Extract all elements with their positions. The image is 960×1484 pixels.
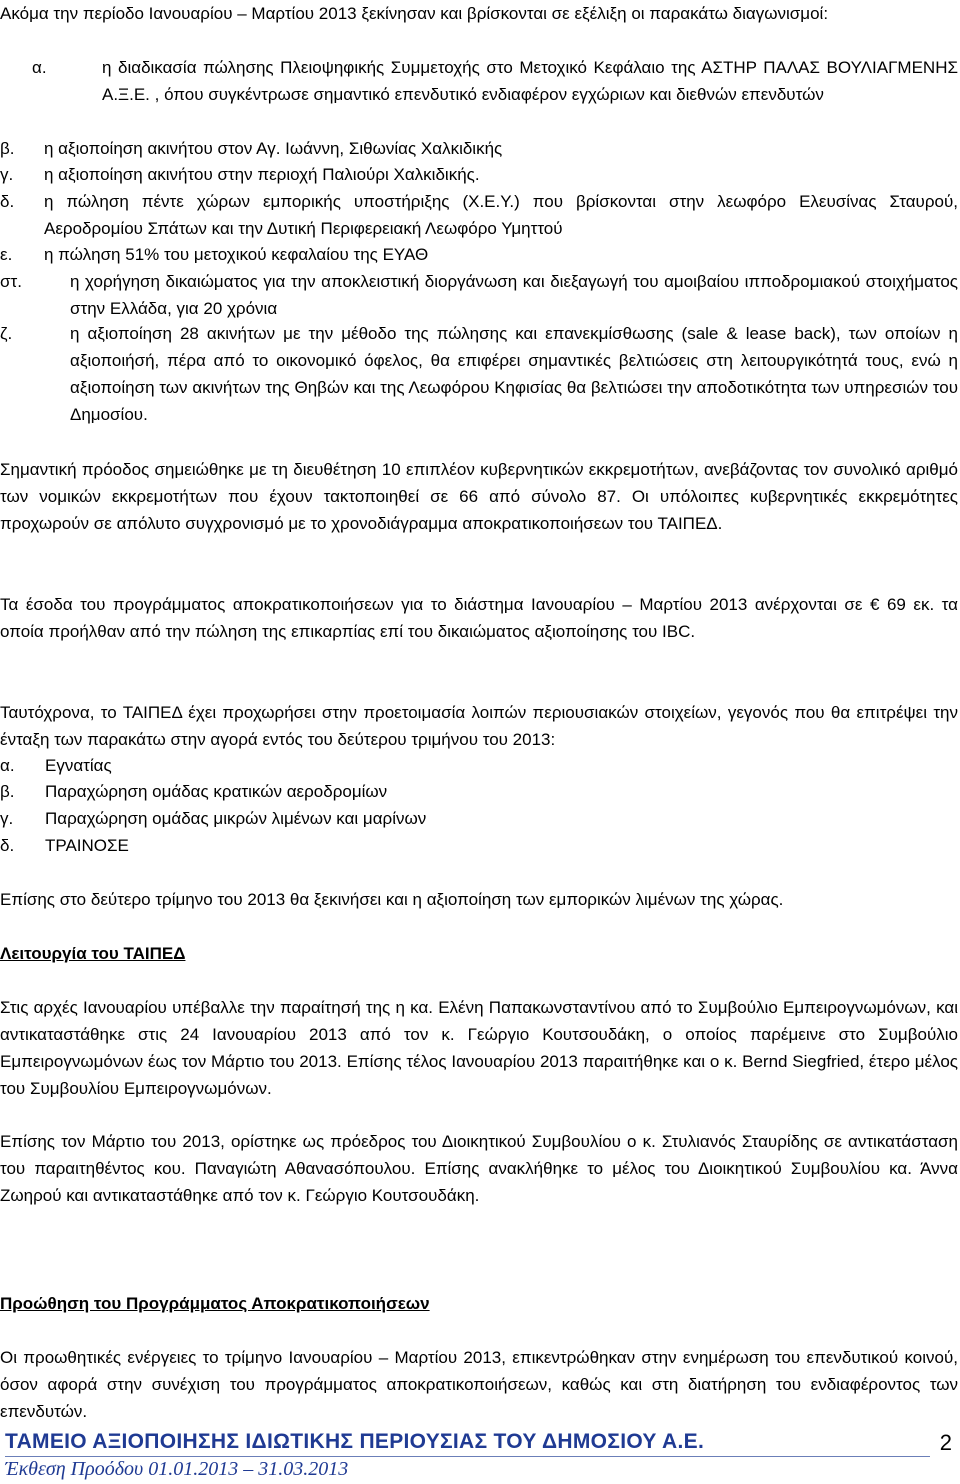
list-marker: α. <box>0 756 15 775</box>
paragraph-revenue: Τα έσοδα του προγράμματος αποκρατικοποιήσεων για το διάστημα Ιανουαρίου – Μαρτίου 2013 ανέρχονται σε € 69 εκ. τα οποία προήλθαν από την πώληση της επικαρπίας επί του δικαιώματος αξιοποίησης του IBC. <box>0 595 958 641</box>
list-text: η αξιοποίηση ακινήτου στον Αγ. Ιωάννη, Σιθωνίας Χαλκιδικής <box>44 139 503 158</box>
list-item <box>0 135 958 162</box>
list-marker: ζ. <box>0 324 13 343</box>
list-text: η αξιοποίηση ακινήτου στην περιοχή Παλιούρι Χαλκιδικής. <box>44 165 480 184</box>
list-marker: δ. <box>0 836 15 855</box>
footer-organization: ΤΑΜΕΙΟ ΑΞΙΟΠΟΙΗΣΗΣ ΙΔΙΩΤΙΚΗΣ ΠΕΡΙΟΥΣΙΑΣ ΤΟΥ ΔΗΜΟΣΙΟΥ Α.Ε. <box>5 1430 705 1453</box>
list-marker: ε. <box>0 245 13 264</box>
heading-operation: Λειτουργία του ΤΑΙΠΕΔ <box>0 944 186 963</box>
list-item <box>0 241 958 268</box>
list-marker: δ. <box>0 192 15 211</box>
paragraph-board-changes: Στις αρχές Ιανουαρίου υπέβαλλε την παραίτησή της η κα. Ελένη Παπακωνσταντίνου από το Συμβούλιο Εμπειρογνωμόνων, και αντικαταστάθηκε στις 24 Ιανουαρίου 2013 από τον κ. Γεώργιο Κουτσουδάκη, ο οποίος παρέμεινε στο Συμβούλιο Εμπειρογνωμόνων έως τον Μάρτιο του 2013. Επίσης τέλος Ιανουαρίου 2013 παραιτήθηκε και ο κ. Bernd Siegfried, έτερο μέλος του Συμβουλίου Εμπειρογνωμόνων. <box>0 998 958 1098</box>
list-text: η αξιοποίηση 28 ακινήτων με την μέθοδο της πώλησης και επανεκμίσθωσης (sale & lease back), των οποίων η αξιοποιήσή, πέρα από το οικονομικό όφελος, θα επιφέρει σημαντικές βελτιώσεις στη λειτουργικότητά τους, ενώ η αξιοποίηση των ακινήτων της Θηβών και της Λεωφόρου Κηφισίας θα βελτιώσει την αποδοτικότητα των υπηρεσιών του Δημοσίου. <box>70 324 958 424</box>
list-item <box>0 188 958 242</box>
footer-rule <box>5 1456 930 1457</box>
list-marker: β. <box>0 139 15 158</box>
intro-paragraph: Ακόμα την περίοδο Ιανουαρίου – Μαρτίου 2013 ξεκίνησαν και βρίσκονται σε εξέλιξη οι παρακάτω διαγωνισμοί: <box>0 4 829 23</box>
list-marker: στ. <box>0 272 22 291</box>
list-item <box>0 161 958 188</box>
list-text: ΤΡΑΙΝΟΣΕ <box>45 836 129 855</box>
list-item <box>0 268 958 322</box>
list-text: Παραχώρηση ομάδας μικρών λιμένων και μαρίνων <box>45 809 427 828</box>
list-text: Παραχώρηση ομάδας κρατικών αεροδρομίων <box>45 782 388 801</box>
list-text: Εγνατίας <box>45 756 112 775</box>
paragraph-asset-preparation: Ταυτόχρονα, το ΤΑΙΠΕΔ έχει προχωρήσει στην προετοιμασία λοιπών περιουσιακών στοιχείων, γεγονός που θα επιτρέψει την ένταξη των παρακάτω στην αγορά εντός του δεύτερου τριμήνου του 2013: <box>0 703 958 749</box>
paragraph-ports: Επίσης στο δεύτερο τρίμηνο του 2013 θα ξεκινήσει και η αξιοποίηση των εμπορικών λιμένων της χώρας. <box>0 890 784 909</box>
paragraph-promotion: Οι προωθητικές ενέργειες το τρίμηνο Ιανουαρίου – Μαρτίου 2013, επικεντρώθηκαν στην ενημέρωση του επενδυτικού κοινού, όσον αφορά στην συνέχιση του προγράμματος αποκρατικοποιήσεων, καθώς και στη διατήρηση του ενδιαφέροντος των επενδυτών. <box>0 1348 958 1421</box>
list-marker: γ. <box>0 165 14 184</box>
paragraph-pending-issues: Σημαντική πρόοδος σημειώθηκε με τη διευθέτηση 10 επιπλέον κυβερνητικών εκκρεμοτήτων, ανεβάζοντας τον συνολικό αριθμό των νομικών εκκρεμοτήτων που έχουν τακτοποιηθεί σε 66 από σύνολο 87. Οι υπόλοιπες κυβερνητικές εκκρεμότητες προχωρούν σε απόλυτο συγχρονισμό με το χρονοδιάγραμμα αποκρατικοποιήσεων του ΤΑΙΠΕΔ. <box>0 460 958 533</box>
list-text: η χορήγηση δικαιώματος για την αποκλειστική διοργάνωση και διεξαγωγή του αμοιβαίου ιπποδρομιακού στοιχήματος στην Ελλάδα, για 20 χρόνια <box>70 272 958 318</box>
list-item <box>0 832 958 859</box>
list-item <box>0 320 958 428</box>
list-item <box>32 54 958 135</box>
page-number: 2 <box>939 1430 952 1455</box>
list-text: η διαδικασία πώλησης Πλειοψηφικής Συμμετοχής στο Μετοχικό Κεφάλαιο της ΑΣΤΗΡ ΠΑΛΑΣ ΒΟΥΛΙΑΓΜΕΝΗΣ Α.Ξ.Ε. , όπου συγκέντρωσε σημαντικό επενδυτικό ενδιαφέρον εγχώριων και διεθνών επενδυτών <box>102 58 958 104</box>
list-text: η πώληση πέντε χώρων εμπορικής υποστήριξης (Χ.Ε.Υ.) που βρίσκονται στην λεωφόρο Ελευσίνας Σταυρού, Αεροδρομίου Σπάτων και την Δυτική Περιφερειακή Λεωφόρο Υμηττού <box>44 192 958 238</box>
list-marker: γ. <box>0 809 14 828</box>
list-item <box>0 805 958 832</box>
heading-programme-promotion: Προώθηση του Προγράμματος Αποκρατικοποιήσεων <box>0 1294 430 1313</box>
footer-report-period: Έκθεση Προόδου 01.01.2013 – 31.03.2013 <box>5 1458 349 1480</box>
list-marker: β. <box>0 782 15 801</box>
list-item <box>0 778 958 805</box>
list-marker: α. <box>32 58 47 77</box>
paragraph-board-chairman: Επίσης τον Μάρτιο του 2013, ορίστηκε ως πρόεδρος του Διοικητικού Συμβουλίου ο κ. Στυλιανός Σταυρίδης σε αντικατάσταση του παραιτηθέντος κου. Παναγιώτη Αθανασόπουλου. Επίσης ανακλήθηκε το μέλος του Διοικητικού Συμβουλίου κα. Άννα Ζωηρού και αντικαταστάθηκε από τον κ. Γεώργιο Κουτσουδάκη. <box>0 1132 958 1205</box>
list-text: η πώληση 51% του μετοχικού κεφαλαίου της ΕΥΑΘ <box>44 245 429 264</box>
list-item <box>0 752 958 779</box>
